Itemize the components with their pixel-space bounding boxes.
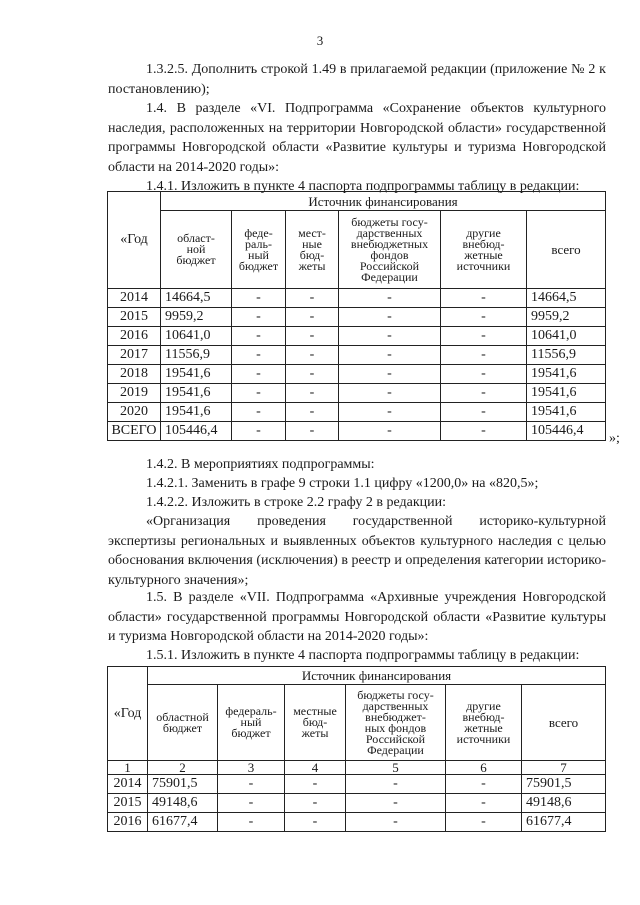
cell-federal: - xyxy=(232,289,286,308)
column-header-federal: феде- раль- ный бюджет xyxy=(232,211,286,289)
cell-total: 49148,6 xyxy=(522,794,606,813)
cell-total: 61677,4 xyxy=(522,813,606,832)
cell-year: 2019 xyxy=(108,384,161,403)
cell-year: 2017 xyxy=(108,346,161,365)
paragraph-1-4-2-2: 1.4.2.2. Изложить в строке 2.2 графу 2 в редакции: xyxy=(146,495,447,510)
cell-federal: - xyxy=(232,327,286,346)
cell-funds: - xyxy=(346,794,446,813)
paragraph-1-4-2: 1.4.2. В мероприятиях подпрограммы: xyxy=(146,457,375,472)
column-header-state-funds: бюджеты госу- дарственных внебюджетных фондов Российской Федерации xyxy=(339,211,441,289)
cell-funds: - xyxy=(339,422,441,441)
cell-year: 2014 xyxy=(108,289,161,308)
table-row xyxy=(108,308,606,327)
cell-regional: 19541,6 xyxy=(161,365,232,384)
cell-local: - xyxy=(286,346,339,365)
table-row xyxy=(108,813,606,832)
funding-source-header: Источник финансирования xyxy=(161,192,606,211)
cell-total: 19541,6 xyxy=(527,403,606,422)
cell-local: - xyxy=(286,308,339,327)
cell-federal: - xyxy=(232,308,286,327)
cell-regional: 19541,6 xyxy=(161,384,232,403)
cell-year: 2016 xyxy=(108,327,161,346)
table-row xyxy=(108,365,606,384)
cell-other: - xyxy=(441,384,527,403)
cell-local: - xyxy=(285,813,346,832)
cell-year: 2015 xyxy=(108,308,161,327)
cell-total: 11556,9 xyxy=(527,346,606,365)
cell-federal: - xyxy=(218,794,285,813)
column-header-state-funds: бюджеты госу- дарственных внебюджет- ных фондов Российской Федерации xyxy=(346,685,446,761)
column-number: 2 xyxy=(148,761,218,775)
cell-regional: 11556,9 xyxy=(161,346,232,365)
cell-funds: - xyxy=(339,289,441,308)
cell-total: 19541,6 xyxy=(527,365,606,384)
cell-federal: - xyxy=(232,384,286,403)
table-row xyxy=(108,794,606,813)
cell-funds: - xyxy=(339,346,441,365)
column-header-total: всего xyxy=(527,211,606,289)
paragraph-1-5-1: 1.5.1. Изложить в пункте 4 паспорта подпрограммы таблицу в редакции: xyxy=(146,648,580,663)
paragraph-1-4: 1.4. В разделе «VI. Подпрограмма «Сохранение объектов культурного наследия, расположенных на территории Новгородской области» государственной программы Новгородской области «Развитие культуры и туризма Новгородской области на 2014-2020 годы»: xyxy=(108,101,606,175)
cell-other: - xyxy=(441,365,527,384)
cell-total: 75901,5 xyxy=(522,775,606,794)
cell-year: 2020 xyxy=(108,403,161,422)
cell-local: - xyxy=(286,365,339,384)
year-header: «Год xyxy=(108,667,148,761)
cell-regional: 19541,6 xyxy=(161,403,232,422)
cell-federal: - xyxy=(232,365,286,384)
cell-regional: 14664,5 xyxy=(161,289,232,308)
cell-local: - xyxy=(286,422,339,441)
cell-federal: - xyxy=(232,403,286,422)
cell-other: - xyxy=(441,308,527,327)
cell-regional: 49148,6 xyxy=(148,794,218,813)
year-header: «Год xyxy=(108,192,161,289)
cell-total: 14664,5 xyxy=(527,289,606,308)
column-number-row xyxy=(108,761,606,775)
cell-funds: - xyxy=(339,327,441,346)
cell-year: ВСЕГО xyxy=(108,422,161,441)
paragraph-1-5: 1.5. В разделе «VII. Подпрограмма «Архивные учреждения Новгородской области» государственной программы Новгородской области «Развитие культуры и туризма Новгородской области на 2014-2020 годы»: xyxy=(108,590,606,644)
cell-local: - xyxy=(285,775,346,794)
cell-other: - xyxy=(446,775,522,794)
table-row xyxy=(108,327,606,346)
cell-regional: 9959,2 xyxy=(161,308,232,327)
paragraph-1-3-2-5: 1.3.2.5. Дополнить строкой 1.49 в прилагаемой редакции (приложение № 2 к постановлению); xyxy=(108,62,606,97)
cell-total: 19541,6 xyxy=(527,384,606,403)
cell-funds: - xyxy=(339,403,441,422)
cell-federal: - xyxy=(232,346,286,365)
cell-other: - xyxy=(441,403,527,422)
column-header-regional: област- ной бюджет xyxy=(161,211,232,289)
paragraph-1-4-2-1: 1.4.2.1. Заменить в графе 9 строки 1.1 цифру «1200,0» на «820,5»; xyxy=(146,476,539,491)
page-number: 3 xyxy=(316,33,324,48)
column-header-other: другие внебюд- жетные источники xyxy=(446,685,522,761)
table-row xyxy=(108,346,606,365)
cell-other: - xyxy=(441,327,527,346)
paragraph-1-4-1: 1.4.1. Изложить в пункте 4 паспорта подпрограммы таблицу в редакции: xyxy=(146,179,580,194)
table-row xyxy=(108,403,606,422)
cell-total: 9959,2 xyxy=(527,308,606,327)
column-header-federal: федераль- ный бюджет xyxy=(218,685,285,761)
table-1-closing-quote: »; xyxy=(609,431,620,446)
cell-year: 2014 xyxy=(108,775,148,794)
column-header-total: всего xyxy=(522,685,606,761)
cell-other: - xyxy=(446,794,522,813)
table-row xyxy=(108,422,606,441)
cell-year: 2016 xyxy=(108,813,148,832)
cell-local: - xyxy=(286,403,339,422)
cell-total: 105446,4 xyxy=(527,422,606,441)
cell-other: - xyxy=(441,346,527,365)
cell-year: 2018 xyxy=(108,365,161,384)
column-header-regional: областной бюджет xyxy=(148,685,218,761)
cell-local: - xyxy=(286,289,339,308)
cell-local: - xyxy=(285,794,346,813)
cell-funds: - xyxy=(339,365,441,384)
column-header-local: мест- ные бюд- жеты xyxy=(286,211,339,289)
cell-other: - xyxy=(441,289,527,308)
cell-total: 10641,0 xyxy=(527,327,606,346)
column-number: 4 xyxy=(285,761,346,775)
column-number: 5 xyxy=(346,761,446,775)
quoted-activity-name: «Организация проведения государственной историко-культурной экспертизы региональных и выявленных объектов культурного наследия с целью обоснования включения (исключения) в реестр и определения категории историко-культурного значения»; xyxy=(108,514,606,588)
cell-funds: - xyxy=(339,384,441,403)
financing-table-2 xyxy=(107,666,606,832)
cell-local: - xyxy=(286,384,339,403)
cell-local: - xyxy=(286,327,339,346)
table-row xyxy=(108,289,606,308)
cell-funds: - xyxy=(346,775,446,794)
table-row xyxy=(108,384,606,403)
cell-regional: 75901,5 xyxy=(148,775,218,794)
financing-table-1 xyxy=(107,191,606,441)
funding-source-header: Источник финансирования xyxy=(148,667,606,685)
cell-funds: - xyxy=(346,813,446,832)
column-header-other: другие внебюд- жетные источники xyxy=(441,211,527,289)
column-number: 3 xyxy=(218,761,285,775)
cell-regional: 10641,0 xyxy=(161,327,232,346)
column-number: 1 xyxy=(108,761,148,775)
cell-other: - xyxy=(446,813,522,832)
cell-year: 2015 xyxy=(108,794,148,813)
cell-federal: - xyxy=(218,775,285,794)
cell-other: - xyxy=(441,422,527,441)
cell-funds: - xyxy=(339,308,441,327)
column-number: 7 xyxy=(522,761,606,775)
cell-regional: 105446,4 xyxy=(161,422,232,441)
column-header-local: местные бюд- жеты xyxy=(285,685,346,761)
table-row xyxy=(108,775,606,794)
cell-federal: - xyxy=(232,422,286,441)
column-number: 6 xyxy=(446,761,522,775)
cell-federal: - xyxy=(218,813,285,832)
cell-regional: 61677,4 xyxy=(148,813,218,832)
